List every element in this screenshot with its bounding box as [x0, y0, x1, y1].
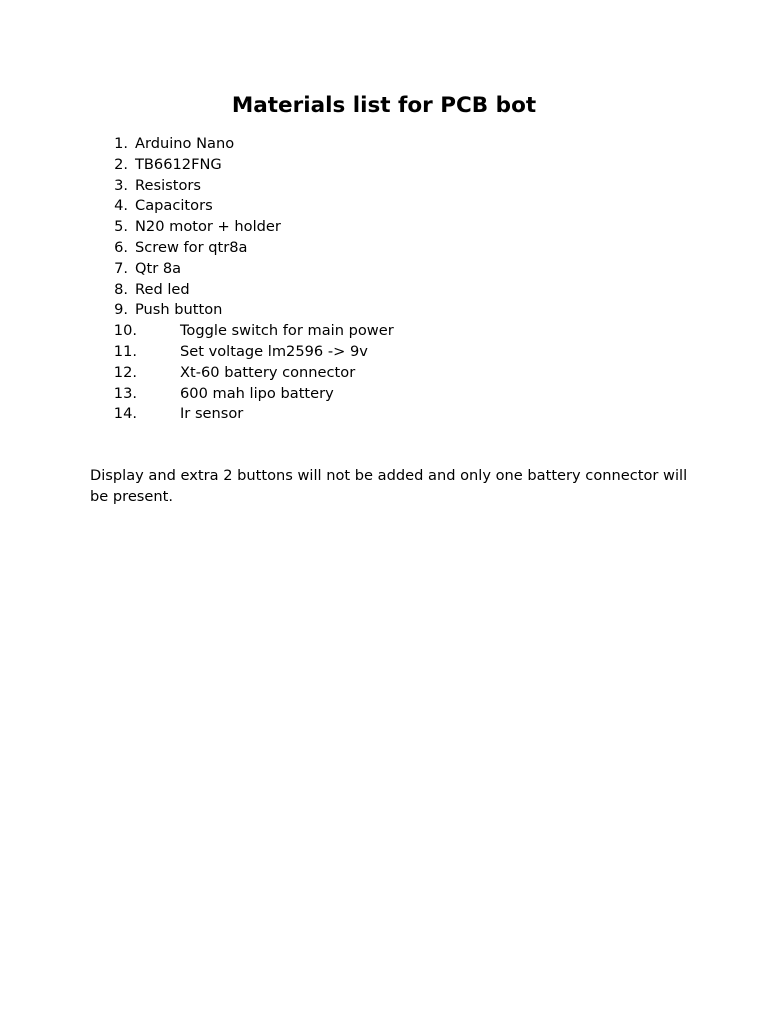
document-title: Materials list for PCB bot [231, 93, 537, 118]
list-item-label: Qtr 8a [135, 259, 182, 277]
list-item-number: 1. [114, 135, 128, 152]
list-item-number: 2. [114, 155, 128, 173]
list-item-number: 8. [114, 280, 128, 298]
list-item-label: TB6612FNG [135, 155, 222, 173]
list-item [90, 155, 222, 176]
list-item-number: 12. [113, 363, 137, 381]
list-item-number: 14. [113, 405, 137, 423]
list-item [90, 176, 201, 197]
list-item-number: 3. [114, 176, 128, 194]
list-item [90, 342, 368, 363]
list-item-label: 600 mah lipo battery [180, 384, 334, 402]
list-item-label: Push button [135, 301, 223, 319]
list-item-label: Screw for qtr8a [135, 238, 248, 256]
list-item-label: Set voltage lm2596 -> 9v [180, 342, 368, 360]
list-item [90, 404, 244, 425]
list-item-number: 9. [114, 301, 128, 319]
list-item-label: Capacitors [135, 197, 213, 215]
list-item [90, 238, 248, 259]
note-paragraph: Display and extra 2 buttons will not be added and only one battery connector will be present. [90, 467, 688, 505]
list-item [90, 300, 223, 321]
list-item-label: Ir sensor [180, 405, 244, 423]
list-item [90, 196, 213, 217]
list-item [90, 321, 394, 342]
list-item-label: N20 motor + holder [135, 218, 281, 236]
list-item-number: 13. [113, 384, 137, 402]
list-item [90, 259, 182, 280]
list-item [90, 134, 235, 155]
list-item-number: 4. [114, 197, 128, 215]
list-item-number: 11. [113, 342, 137, 360]
list-item-number: 5. [114, 218, 128, 236]
list-item-label: Xt-60 battery connector [180, 363, 356, 381]
list-item [90, 363, 356, 384]
materials-list [90, 134, 394, 425]
list-item-label: Toggle switch for main power [180, 322, 394, 340]
list-item-label: Arduino Nano [135, 135, 235, 152]
list-item-number: 6. [114, 238, 128, 256]
list-item-number: 10. [113, 322, 137, 340]
list-item-label: Resistors [135, 176, 201, 194]
list-item-label: Red led [135, 280, 190, 298]
list-item-number: 7. [114, 259, 128, 277]
list-item [90, 217, 281, 238]
list-item [90, 280, 190, 301]
list-item [90, 384, 334, 405]
